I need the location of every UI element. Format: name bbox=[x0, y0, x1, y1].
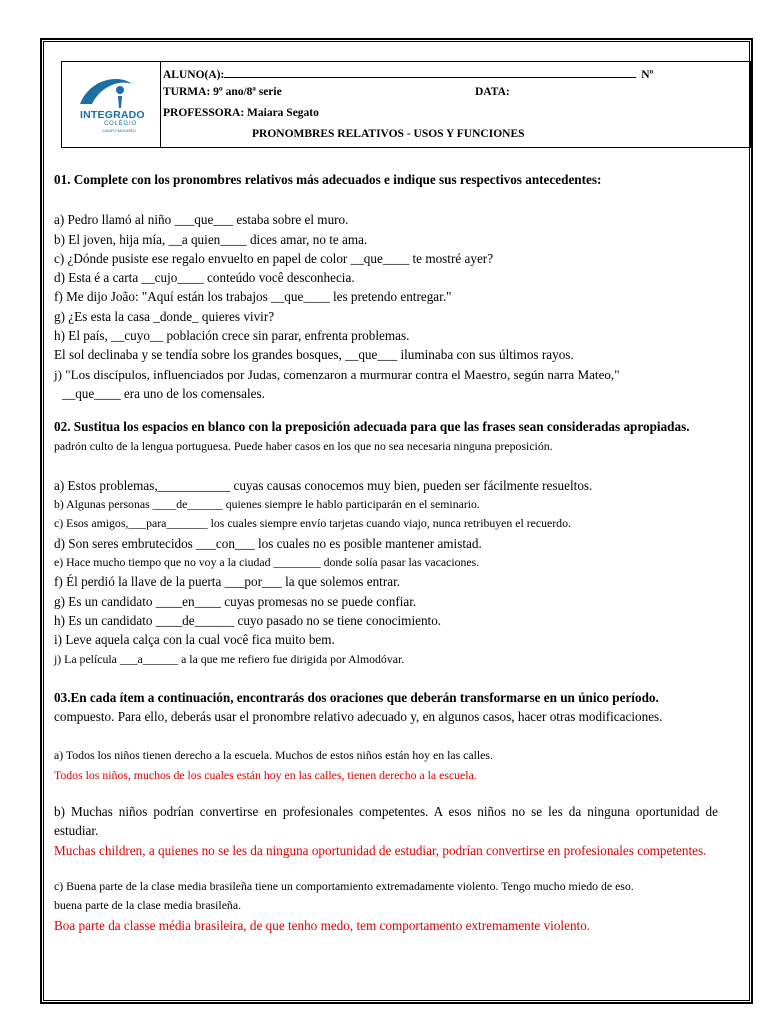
q2-item: d) Son seres embrutecidos ___con___ los cuales no es posible mantener amistad. bbox=[54, 535, 482, 551]
q3a-answer: Todos los niños, muchos de los cuales están hoy en las calles, tienen derecho a la escuela. bbox=[54, 767, 477, 782]
q3c-prompt-cont: buena parte de la clase media brasileña. bbox=[54, 898, 242, 913]
q3-title: 03.En cada ítem a continuación, encontrarás dos oraciones que deberán transformarse en un único período. bbox=[54, 689, 659, 705]
q2-item: i) Leve aquela calça con la cual você fica muito bem. bbox=[54, 632, 335, 648]
q2-item: a) Estos problemas,___________ cuyas causas conocemos muy bien, pueden ser fácilmente resueltos. bbox=[54, 477, 593, 493]
q1-item: b) El joven, hija mía, __a quien____ dices amar, no te ama. bbox=[54, 231, 368, 247]
q3-intro: compuesto. Para ello, deberás usar el pronombre relativo adecuado y, en algunos casos, hacer otras modificaciones. bbox=[54, 709, 663, 725]
q1-item: j) "Los discípulos, influenciados por Judas, comenzaron a murmurar contra el Maestro, según narra Mateo," bbox=[54, 366, 620, 382]
q1-title: 01. Complete con los pronombres relativos más adecuados e indique sus respectivos antecedentes: bbox=[54, 172, 602, 187]
q1-item: g) ¿Es esta la casa _donde_ quieres vivir? bbox=[54, 308, 275, 324]
school-logo bbox=[62, 62, 161, 147]
professora-label: PROFESSORA: Maiara Segato bbox=[163, 107, 319, 119]
logo-swoosh-icon bbox=[76, 74, 146, 110]
aluno-blank[interactable] bbox=[224, 66, 636, 78]
q2-item: b) Algunas personas ____de______ quienes siempre le hablo participarán en el seminario. bbox=[54, 497, 480, 512]
q1-item: h) El país, __cuyo__ población crece sin parar, enfrenta problemas. bbox=[54, 328, 410, 344]
q3b-answer: Muchas children, a quienes no se les da ninguna oportunidad de estudiar, podrían convertirse en profesionales competentes. bbox=[54, 842, 707, 858]
q2-item: e) Hace mucho tiempo que no voy a la ciudad ________ donde solía pasar las vacaciones. bbox=[54, 555, 480, 570]
q2-item: f) Él perdió la llave de la puerta ___por___ la que solemos entrar. bbox=[54, 574, 401, 590]
q2-item: h) Es un candidato ____de______ cuyo pasado no se tiene conocimiento. bbox=[54, 612, 442, 628]
q1-item: El sol declinaba y se tendía sobre los grandes bosques, __que___ iluminaba con sus últimos rayos. bbox=[54, 347, 574, 363]
q3c-answer: Boa parte da classe média brasileira, de que tenho medo, tem comportamento extremamente violento. bbox=[54, 917, 591, 933]
aluno-label: ALUNO(A): bbox=[163, 69, 225, 81]
q2-item: j) La película ___a______ a la que me refiero fue dirigida por Almodóvar. bbox=[54, 651, 405, 666]
logo-text: INTEGRADO bbox=[80, 109, 145, 121]
q2-title: 02. Sustitua los espacios en blanco con la preposición adecuada para que las frases sean consideradas apropiadas. bbox=[54, 419, 690, 435]
turma-label: TURMA: 9º ano/8ª serie bbox=[163, 86, 282, 98]
aluno-field[interactable] bbox=[163, 66, 653, 81]
numero-label: Nº bbox=[641, 69, 654, 81]
q2-item: g) Es un candidato ____en____ cuyas promesas no se puede confiar. bbox=[54, 593, 417, 609]
logo-subtext: COLÉGIO bbox=[104, 121, 137, 127]
worksheet-topic: PRONOMBRES RELATIVOS - USOS Y FUNCIONES bbox=[252, 128, 525, 140]
q1-item: d) Esta é a carta __cujo____ conteúdo você desconhecia. bbox=[54, 270, 355, 286]
q1-item: c) ¿Dónde pusiste ese regalo envuelto en papel de color __que____ te mostré ayer? bbox=[54, 250, 494, 266]
q2-item: c) Esos amigos,___para_______ los cuales siempre envío tarjetas cuando viajo, nunca retribuyen el recuerdo. bbox=[54, 516, 571, 531]
q3a-prompt: a) Todos los niños tienen derecho a la escuela. Muchos de estos niños están hoy en las calles. bbox=[54, 748, 493, 763]
logo-city: CAMPO MOURÃO bbox=[102, 128, 136, 133]
q3b-prompt: b) Muchas niños podrían convertirse en profesionales competentes. A esos niños no se les da ninguna oportunidad de estudiar. bbox=[54, 804, 718, 839]
data-label: DATA: bbox=[475, 86, 510, 98]
q3c-prompt: c) Buena parte de la clase media brasileña tiene un comportamiento extremadamente violento. Tengo mucho miedo de eso. bbox=[54, 878, 634, 893]
worksheet-body bbox=[54, 170, 758, 935]
q1-item: __que____ era uno de los comensales. bbox=[62, 385, 265, 401]
q1-item: a) Pedro llamó al niño ___que___ estaba sobre el muro. bbox=[54, 212, 349, 228]
q1-item: f) Me dijo João: "Aquí están los trabajos __que____ les pretendo entregar." bbox=[54, 289, 452, 305]
header-box bbox=[61, 61, 751, 148]
q2-subtitle: padrón culto de la lengua portuguesa. Puede haber casos en los que no sea necesaria ninguna preposición. bbox=[54, 438, 553, 453]
